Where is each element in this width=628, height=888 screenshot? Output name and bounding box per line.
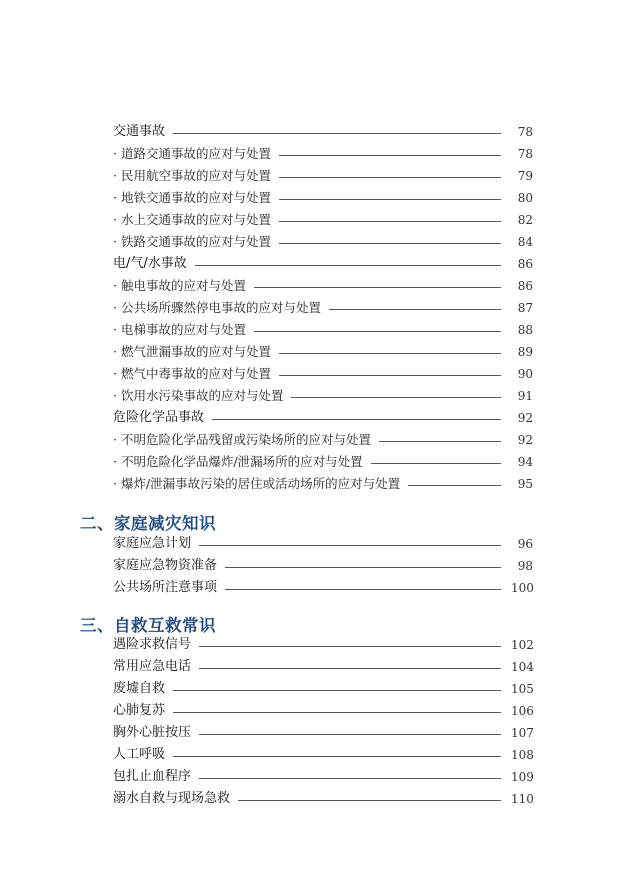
leader-line <box>279 155 501 156</box>
toc-entry-title: · 爆炸/泄漏事故污染的居住或活动场所的应对与处置 <box>113 476 401 491</box>
toc-entry-title: 废墟自救 <box>113 681 166 696</box>
leader-line <box>291 397 501 398</box>
leader-line <box>279 243 501 244</box>
leader-line <box>329 309 501 310</box>
toc-entry[interactable] <box>113 430 533 450</box>
toc-entry-title: 交通事故 <box>113 124 166 139</box>
toc-entry[interactable] <box>113 679 533 699</box>
leader-line <box>238 800 501 801</box>
leader-line <box>212 419 501 420</box>
toc-entry-page: 96 <box>517 537 533 551</box>
toc-entry[interactable] <box>113 745 533 765</box>
toc-entry[interactable] <box>113 701 533 721</box>
toc-entry-page: 95 <box>517 477 533 491</box>
toc-entry-title: 心肺复苏 <box>113 703 166 718</box>
leader-line <box>279 353 501 354</box>
toc-entry[interactable] <box>113 767 533 787</box>
toc-entry-title: 胸外心脏按压 <box>113 725 192 740</box>
toc-entry-page: 89 <box>517 345 533 359</box>
toc-entry[interactable] <box>113 386 533 406</box>
leader-line <box>195 265 501 266</box>
toc-entry-page: 87 <box>517 301 533 315</box>
leader-line <box>379 441 501 442</box>
leader-line <box>254 287 501 288</box>
toc-entry[interactable] <box>113 122 533 142</box>
leader-line <box>371 463 501 464</box>
leader-line <box>254 331 501 332</box>
toc-entry[interactable] <box>113 452 533 472</box>
toc-entry-title: · 地铁交通事故的应对与处置 <box>113 190 271 205</box>
toc-entry[interactable] <box>113 188 533 208</box>
toc-entry[interactable] <box>113 210 533 230</box>
toc-entry-title: · 公共场所骤然停电事故的应对与处置 <box>113 300 321 315</box>
leader-line <box>199 734 501 735</box>
toc-entry[interactable] <box>113 789 533 809</box>
leader-line <box>279 375 501 376</box>
toc-entry-title: 遇险求救信号 <box>113 637 192 652</box>
leader-line <box>408 485 501 486</box>
leader-line <box>173 712 501 713</box>
leader-line <box>225 567 501 568</box>
toc-entry-title: · 民用航空事故的应对与处置 <box>113 168 271 183</box>
toc-entry-page: 88 <box>517 323 533 337</box>
toc-entry-title: 人工呼吸 <box>113 747 166 762</box>
toc-entry-page: 106 <box>511 704 534 718</box>
leader-line <box>173 756 501 757</box>
toc-entry-title: · 不明危险化学品残留或污染场所的应对与处置 <box>113 432 371 447</box>
toc-entry-page: 78 <box>517 147 533 161</box>
toc-entry-title: · 燃气中毒事故的应对与处置 <box>113 366 271 381</box>
toc-entry-title: 家庭应急计划 <box>113 536 192 551</box>
toc-entry[interactable] <box>113 320 533 340</box>
leader-line <box>199 668 501 669</box>
toc-entry[interactable] <box>113 474 533 494</box>
toc-entry-page: 90 <box>517 367 533 381</box>
toc-entry-page: 78 <box>517 125 533 139</box>
toc-entry-page: 110 <box>511 792 534 806</box>
section-heading-home-disaster: 二、家庭减灾知识 <box>80 514 216 533</box>
leader-line <box>199 545 501 546</box>
toc-entry-page: 105 <box>511 682 534 696</box>
toc-entry[interactable] <box>113 276 533 296</box>
leader-line <box>279 177 501 178</box>
leader-line <box>279 221 501 222</box>
toc-entry-page: 92 <box>517 433 533 447</box>
toc-entry-title: · 水上交通事故的应对与处置 <box>113 212 271 227</box>
toc-entry-page: 80 <box>517 191 533 205</box>
toc-entry[interactable] <box>113 635 533 655</box>
toc-entry-title: 电/气/水事故 <box>113 256 187 271</box>
toc-entry[interactable] <box>113 534 533 554</box>
leader-line <box>199 778 501 779</box>
toc-entry-page: 108 <box>511 748 534 762</box>
toc-entry[interactable] <box>113 657 533 677</box>
toc-entry-title: · 触电事故的应对与处置 <box>113 278 246 293</box>
leader-line <box>225 589 501 590</box>
toc-entry-page: 92 <box>517 411 533 425</box>
leader-line <box>173 133 501 134</box>
toc-entry[interactable] <box>113 298 533 318</box>
toc-entry[interactable] <box>113 578 533 598</box>
leader-line <box>199 646 501 647</box>
toc-entry[interactable] <box>113 556 533 576</box>
toc-entry-page: 84 <box>517 235 533 249</box>
toc-entry-page: 109 <box>511 770 534 784</box>
toc-entry[interactable] <box>113 364 533 384</box>
toc-entry-title: · 不明危险化学品爆炸/泄漏场所的应对与处置 <box>113 454 363 469</box>
toc-entry-page: 98 <box>517 559 533 573</box>
leader-line <box>279 199 501 200</box>
toc-entry-page: 102 <box>511 638 534 652</box>
toc-entry-title: · 道路交通事故的应对与处置 <box>113 146 271 161</box>
toc-entry-title: · 铁路交通事故的应对与处置 <box>113 234 271 249</box>
toc-entry-title: 常用应急电话 <box>113 659 192 674</box>
toc-entry-page: 107 <box>511 726 534 740</box>
toc-entry-page: 79 <box>517 169 533 183</box>
toc-entry[interactable] <box>113 232 533 252</box>
toc-entry[interactable] <box>113 723 533 743</box>
toc-entry[interactable] <box>113 166 533 186</box>
toc-entry-title: 公共场所注意事项 <box>113 580 218 595</box>
toc-entry-page: 104 <box>511 660 534 674</box>
toc-entry-page: 86 <box>517 279 533 293</box>
toc-entry[interactable] <box>113 254 533 274</box>
toc-entry-page: 94 <box>517 455 533 469</box>
toc-entry[interactable] <box>113 342 533 362</box>
toc-entry-page: 86 <box>517 257 533 271</box>
toc-entry-title: · 燃气泄漏事故的应对与处置 <box>113 344 271 359</box>
toc-entry-title: · 电梯事故的应对与处置 <box>113 322 246 337</box>
leader-line <box>173 690 501 691</box>
section-heading-self-rescue: 三、自救互救常识 <box>80 616 216 635</box>
toc-entry[interactable] <box>113 144 533 164</box>
toc-entry-page: 82 <box>517 213 533 227</box>
toc-entry-title: 危险化学品事故 <box>113 410 205 425</box>
toc-entry-title: 家庭应急物资准备 <box>113 558 218 573</box>
toc-entry-title: 包扎止血程序 <box>113 769 192 784</box>
toc-entry-title: · 饮用水污染事故的应对与处置 <box>113 388 284 403</box>
toc-entry-page: 91 <box>517 389 533 403</box>
toc-entry-title: 溺水自救与现场急救 <box>113 791 231 806</box>
toc-entry-page: 100 <box>511 581 534 595</box>
toc-entry[interactable] <box>113 408 533 428</box>
